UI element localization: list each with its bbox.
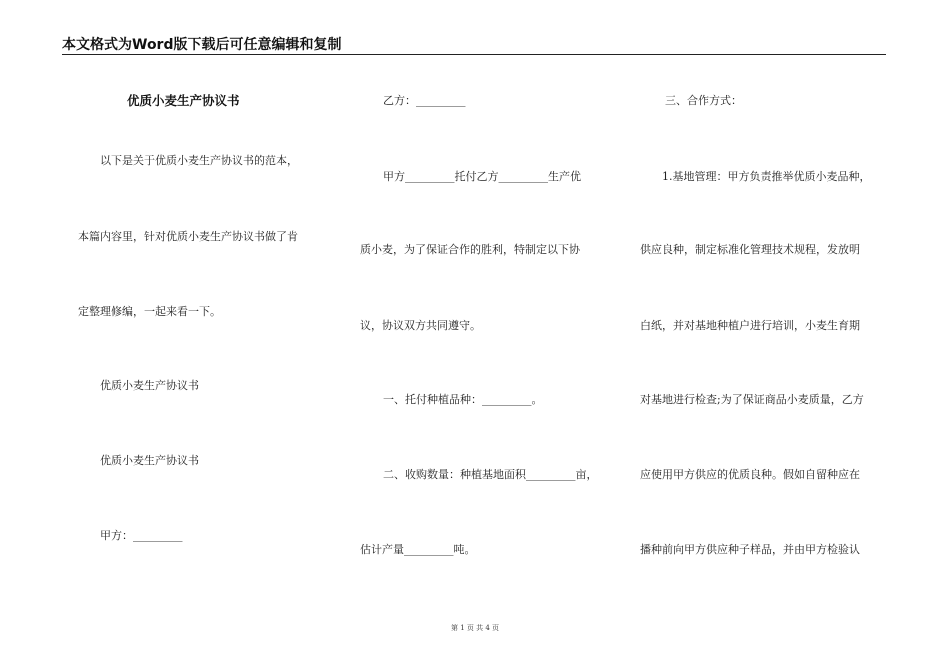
text-line: 1.基地管理：甲方负责推举优质小麦品种， bbox=[662, 170, 871, 183]
text-line: 质小麦，为了保证合作的胜利，特制定以下协 bbox=[360, 243, 580, 256]
text-line: 二、收购数量：种植基地面积_________亩， bbox=[383, 468, 598, 481]
text-line: 播种前向甲方供应种子样品，并由甲方检验认 bbox=[640, 543, 860, 556]
page-number: 第 1 页 共 4 页 bbox=[450, 624, 500, 632]
text-line: 议，协议双方共同遵守。 bbox=[360, 319, 481, 332]
text-line: 白纸，并对基地种植户进行培训，小麦生育期 bbox=[640, 319, 860, 332]
text-line: 对基地进行检查;为了保证商品小麦质量，乙方 bbox=[640, 393, 864, 406]
text-line: 定整理修编，一起来看一下。 bbox=[78, 305, 221, 318]
text-line: 甲方：_________ bbox=[100, 529, 183, 542]
text-line: 应使用甲方供应的优质良种。假如自留种应在 bbox=[640, 468, 860, 481]
text-line: 优质小麦生产协议书 bbox=[100, 454, 199, 467]
text-line: 以下是关于优质小麦生产协议书的范本， bbox=[100, 154, 298, 167]
text-line: 一、托付种植品种：_________。 bbox=[383, 393, 543, 406]
document-header: 本文格式为Word版下载后可任意编辑和复制 bbox=[62, 37, 342, 53]
text-line: 供应良种，制定标准化管理技术规程，发放明 bbox=[640, 243, 860, 256]
text-line: 三、合作方式： bbox=[665, 94, 742, 107]
text-line: 甲方_________托付乙方_________生产优 bbox=[383, 170, 581, 183]
text-line: 优质小麦生产协议书 bbox=[100, 379, 199, 392]
text-line: 估计产量_________吨。 bbox=[360, 543, 476, 556]
text-line: 本篇内容里，针对优质小麦生产协议书做了肯 bbox=[78, 230, 298, 243]
text-line: 乙方：_________ bbox=[383, 94, 466, 107]
document-title: 优质小麦生产协议书 bbox=[127, 93, 240, 108]
header-divider bbox=[62, 54, 886, 55]
